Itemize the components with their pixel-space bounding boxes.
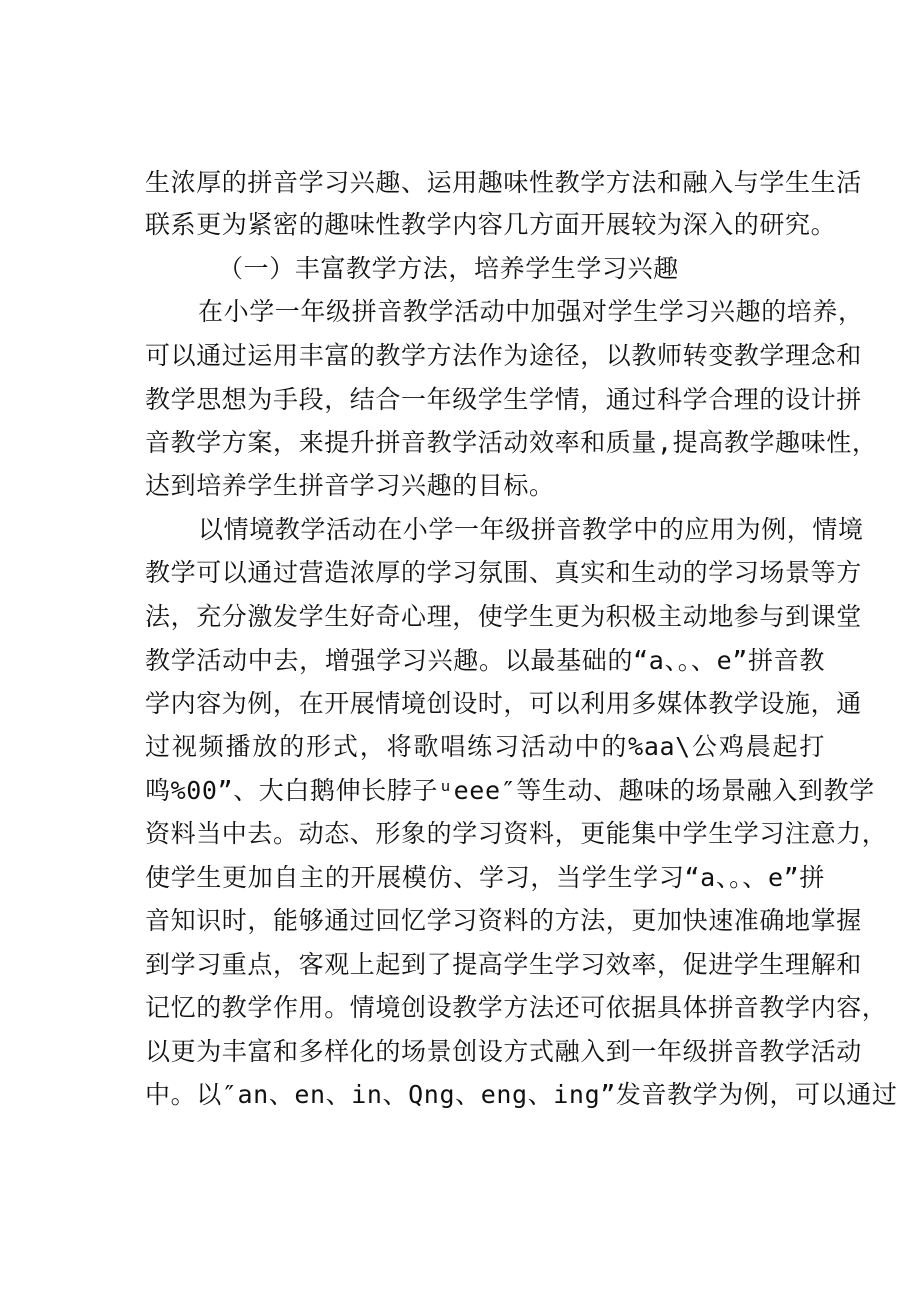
paragraph2-line-6: 过视频播放的形式，将歌唱练习活动中的%aa\公鸡晨起打: [145, 732, 825, 761]
paragraph2-line-4: 教学活动中去，增强学习兴趣。以最基础的“a、。、e”拼音教: [145, 646, 825, 675]
paragraph1-line-2: 可以通过运用丰富的教学方法作为途径，以教师转变教学理念和: [145, 341, 862, 370]
paragraph1-line-4: 音教学方案，来提升拼音教学活动效率和质量,提高教学趣味性，: [145, 428, 878, 457]
paragraph2-line-12: 记忆的教学作用。情境创设教学方法还可依据具体拼音教学内容，: [145, 993, 888, 1022]
paragraph2-line-10: 音知识时，能够通过回忆学习资料的方法，更加快速准确地掌握: [145, 906, 862, 935]
paragraph1-line-5: 达到培养学生拼音学习兴趣的目标。: [145, 471, 555, 500]
paragraph2-line-7: 鸣%00”、大白鹅伸长脖子ᵘeee″等生动、趣味的场景融入到教学: [145, 776, 875, 805]
paragraph2-line-5: 学内容为例，在开展情境创设时，可以利用多媒体教学设施，通: [145, 689, 862, 718]
paragraph2-line-9: 使学生更加自主的开展模仿、学习，当学生学习“a、。、e”拼: [145, 863, 825, 892]
paragraph2-line-2: 教学可以通过营造浓厚的学习氛围、真实和生动的学习场景等方: [145, 558, 862, 587]
intro-line-1: 生浓厚的拼音学习兴趣、运用趣味性教学方法和融入与学生生活: [145, 168, 862, 197]
paragraph1-line-3: 教学思想为手段，结合一年级学生学情，通过科学合理的设计拼: [145, 385, 862, 414]
intro-line-2: 联系更为紧密的趣味性教学内容几方面开展较为深入的研究。: [145, 210, 837, 239]
paragraph1-line-1: 在小学一年级拼音教学活动中加强对学生学习兴趣的培养，: [198, 297, 864, 326]
paragraph2-line-3: 法，充分激发学生好奇心理，使学生更为积极主动地参与到课堂: [145, 602, 862, 631]
paragraph2-line-14: 中。以″an、en、in、Qng、eng、ing”发音教学为例，可以通过: [145, 1080, 898, 1109]
section-heading: （一）丰富教学方法，培养学生学习兴趣: [218, 254, 679, 283]
paragraph2-line-1: 以情境教学活动在小学一年级拼音教学中的应用为例，情境: [198, 515, 864, 544]
paragraph2-line-11: 到学习重点，客观上起到了提高学生学习效率，促进学生理解和: [145, 950, 862, 979]
paragraph2-line-13: 以更为丰富和多样化的场景创设方式融入到一年级拼音教学活动: [145, 1037, 862, 1066]
paragraph2-line-8: 资料当中去。动态、形象的学习资料，更能集中学生学习注意力，: [145, 819, 888, 848]
